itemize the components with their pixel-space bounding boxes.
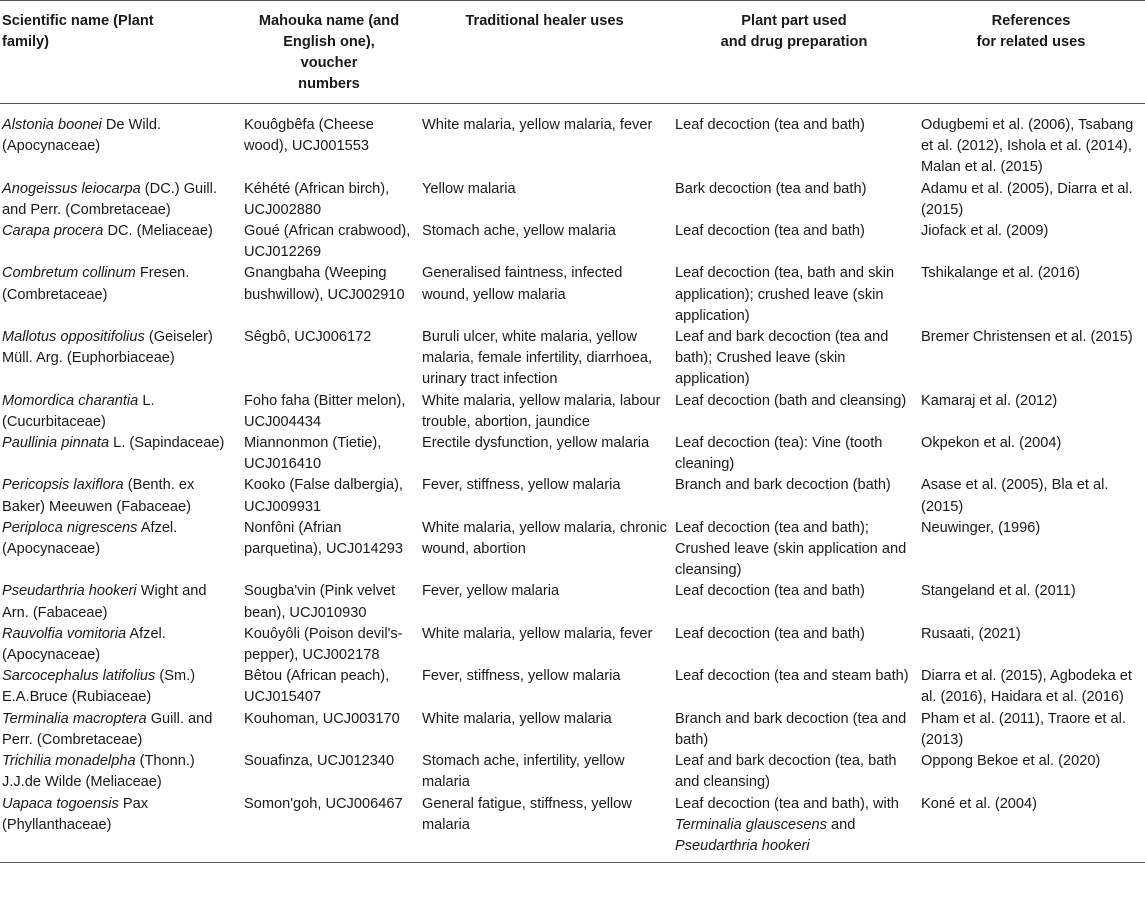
cell-scientific-name: [0, 581, 240, 623]
cell-references: Jiofack et al. (2009): [921, 223, 1049, 240]
table-row: [0, 794, 1145, 863]
cell-mahouka-name: Nonfôni (Afrian parquetina), UCJ014293: [244, 519, 404, 558]
table-header: [0, 1, 1145, 104]
cell-scientific-name: [0, 391, 240, 433]
cell-plant-part: [671, 794, 917, 863]
table-row: [0, 751, 1145, 793]
cell-mahouka-name: Kéhété (African birch), UCJ002880: [244, 180, 390, 218]
cell-mahouka-name: Bêtou (African peach), UCJ015407: [244, 668, 390, 706]
species-name: Paullinia pinnata: [2, 435, 110, 452]
species-name: Terminalia macroptera: [2, 710, 147, 727]
cell-healer-uses: Fever, stiffness, yellow malaria: [422, 477, 621, 494]
species-name: Rauvolfia vomitoria: [2, 625, 127, 642]
cell-scientific-name: [0, 263, 240, 327]
authority-family: De Wild. (Apocynaceae): [2, 117, 162, 155]
cell-plant-part: Leaf decoction (tea): Vine (tooth cleaning): [675, 435, 883, 473]
table-row: [0, 433, 1145, 475]
table-row: [0, 581, 1145, 623]
species-name: Terminalia glauscesens: [675, 816, 827, 833]
cell-references: Stangeland et al. (2011): [921, 583, 1076, 600]
cell-plant-part: Leaf decoction (bath and cleansing): [675, 392, 907, 409]
cell-plant-part: Leaf decoction (tea and steam bath): [675, 668, 909, 685]
cell-plant-part: Branch and bark decoction (tea and bath): [675, 710, 907, 748]
cell-scientific-name: [0, 475, 240, 517]
cell-plant-part: Leaf decoction (tea and bath); Crushed leave (skin application and cleansing): [675, 519, 907, 579]
authority-family: L. (Sapindaceae): [109, 435, 225, 452]
cell-healer-uses: White malaria, yellow malaria, fever: [422, 117, 653, 133]
cell-mahouka-name: Miannonmon (Tietie), UCJ016410: [244, 435, 382, 473]
cell-references: Koné et al. (2004): [921, 795, 1038, 812]
cell-scientific-name: [0, 518, 240, 582]
cell-references: Kamaraj et al. (2012): [921, 392, 1058, 409]
cell-mahouka-name: Sêgbô, UCJ006172: [244, 329, 372, 346]
cell-mahouka-name: Souafinza, UCJ012340: [244, 753, 395, 770]
table-row: [0, 709, 1145, 751]
cell-healer-uses: Stomach ache, yellow malaria: [422, 223, 616, 240]
cell-scientific-name: [0, 666, 240, 708]
cell-references: Bremer Christensen et al. (2015): [921, 329, 1133, 346]
table-row: [0, 263, 1145, 327]
header-plant-part: Plant part used and drug preparation: [720, 13, 868, 50]
species-name: Pseudarthria hookeri: [675, 837, 810, 854]
table-row: [0, 666, 1145, 708]
table-row: [0, 391, 1145, 433]
cell-mahouka-name: Kouôgbêfa (Cheese wood), UCJ001553: [244, 117, 374, 155]
authority-family: Guill. and Perr. (Combretaceae): [2, 710, 213, 748]
cell-references: Adamu et al. (2005), Diarra et al. (2015): [921, 180, 1133, 218]
species-name: Momordica charantia: [2, 392, 139, 409]
cell-healer-uses: White malaria, yellow malaria: [422, 710, 612, 727]
cell-scientific-name: [0, 751, 240, 793]
cell-healer-uses: White malaria, yellow malaria, labour trouble, abortion, jaundice: [422, 392, 661, 430]
authority-family: (DC.) Guill. and Perr. (Combretaceae): [2, 180, 217, 218]
table-row: [0, 518, 1145, 582]
authority-family: Afzel. (Apocynaceae): [2, 519, 178, 558]
cell-scientific-name: [0, 794, 240, 863]
cell-healer-uses: Yellow malaria: [422, 180, 516, 197]
cell-plant-part: Leaf decoction (tea, bath and skin application); crushed leave (skin application): [675, 265, 895, 324]
cell-plant-part: Bark decoction (tea and bath): [675, 180, 867, 197]
authority-family: Pax (Phyllanthaceae): [2, 795, 149, 833]
authority-family: DC. (Meliaceae): [103, 223, 213, 240]
prep-text: Leaf decoction (tea and bath), with: [675, 795, 899, 812]
authority-family: (Geiseler) Müll. Arg. (Euphorbiaceae): [2, 329, 213, 367]
cell-scientific-name: [0, 104, 240, 179]
cell-references: Pham et al. (2011), Traore et al. (2013): [921, 710, 1126, 748]
cell-plant-part: Leaf decoction (tea and bath): [675, 117, 865, 133]
cell-healer-uses: Erectile dysfunction, yellow malaria: [422, 435, 650, 452]
authority-family: Wight and Arn. (Fabaceae): [2, 583, 207, 621]
species-name: Mallotus oppositifolius: [2, 329, 145, 346]
cell-plant-part: Branch and bark decoction (bath): [675, 477, 891, 494]
cell-healer-uses: Fever, stiffness, yellow malaria: [422, 668, 621, 685]
cell-mahouka-name: Goué (African crabwood), UCJ012269: [244, 223, 411, 261]
species-name: Anogeissus leiocarpa: [2, 180, 141, 197]
authority-family: Afzel. (Apocynaceae): [2, 625, 166, 664]
authority-family: Fresen. (Combretaceae): [2, 265, 190, 303]
cell-mahouka-name: Kouôyôli (Poison devil's-pepper), UCJ002178: [244, 625, 403, 664]
cell-mahouka-name: Foho faha (Bitter melon), UCJ004434: [244, 392, 406, 430]
cell-mahouka-name: Kouhoman, UCJ003170: [244, 710, 400, 727]
cell-references: Odugbemi et al. (2006), Tsabang et al. (2012), Ishola et al. (2014), Malan et al. (2015): [921, 117, 1134, 176]
table-row: [0, 475, 1145, 517]
cell-healer-uses: White malaria, yellow malaria, chronic wound, abortion: [422, 519, 667, 558]
table-row: [0, 221, 1145, 263]
species-name: Alstonia boonei: [2, 117, 102, 133]
table-row: [0, 179, 1145, 221]
cell-plant-part: Leaf decoction (tea and bath): [675, 625, 865, 642]
cell-references: Neuwinger, (1996): [921, 519, 1041, 536]
authority-family: L. (Cucurbitaceae): [2, 392, 155, 430]
header-healer-uses: Traditional healer uses: [465, 13, 624, 29]
cell-references: Diarra et al. (2015), Agbodeka et al. (2016), Haidara et al. (2016): [921, 668, 1132, 706]
cell-references: Rusaati, (2021): [921, 625, 1021, 642]
cell-scientific-name: [0, 433, 240, 475]
species-name: Pericopsis laxiflora: [2, 477, 124, 494]
cell-healer-uses: Stomach ache, infertility, yellow malaria: [422, 753, 625, 791]
cell-scientific-name: [0, 221, 240, 263]
species-name: Carapa procera: [2, 223, 104, 240]
cell-plant-part: Leaf decoction (tea and bath): [675, 223, 865, 240]
cell-plant-part: Leaf decoction (tea and bath): [675, 583, 865, 600]
header-mahouka-name: Mahouka name (and English one), voucher numbers: [258, 13, 400, 92]
species-name: Periploca nigrescens: [2, 519, 138, 536]
species-name: Trichilia monadelpha: [2, 753, 136, 770]
header-references: References for related uses: [976, 13, 1086, 50]
header-scientific-name: Scientific name (Plant family): [2, 13, 154, 50]
authority-family: (Sm.) E.A.Bruce (Rubiaceae): [2, 668, 196, 706]
authority-family: (Thonn.) J.J.de Wilde (Meliaceae): [2, 753, 195, 791]
cell-references: Okpekon et al. (2004): [921, 435, 1062, 452]
table-row: [0, 327, 1145, 391]
prep-text: and: [826, 816, 856, 833]
cell-healer-uses: Fever, yellow malaria: [422, 583, 560, 600]
species-name: Combretum collinum: [2, 265, 136, 282]
cell-scientific-name: [0, 179, 240, 221]
cell-scientific-name: [0, 709, 240, 751]
table-body: [0, 104, 1145, 863]
cell-references: Tshikalange et al. (2016): [921, 265, 1081, 282]
authority-family: (Benth. ex Baker) Meeuwen (Fabaceae): [2, 477, 195, 515]
cell-healer-uses: General fatigue, stiffness, yellow malaria: [422, 795, 632, 833]
cell-mahouka-name: Somon'goh, UCJ006467: [244, 795, 403, 812]
cell-scientific-name: [0, 327, 240, 391]
cell-references: Oppong Bekoe et al. (2020): [921, 753, 1101, 770]
species-name: Pseudarthria hookeri: [2, 583, 137, 600]
species-name: Uapaca togoensis: [2, 795, 119, 812]
cell-mahouka-name: Kooko (False dalbergia), UCJ009931: [244, 477, 403, 515]
cell-healer-uses: White malaria, yellow malaria, fever: [422, 625, 653, 642]
table-row: [0, 624, 1145, 666]
cell-healer-uses: Buruli ulcer, white malaria, yellow malaria, female infertility, diarrhoea, urinary tract infection: [422, 329, 653, 388]
species-name: Sarcocephalus latifolius: [2, 668, 156, 685]
cell-mahouka-name: Sougba'vin (Pink velvet bean), UCJ010930: [244, 583, 396, 621]
cell-plant-part: Leaf and bark decoction (tea and bath); Crushed leave (skin application): [675, 329, 889, 388]
cell-references: Asase et al. (2005), Bla et al. (2015): [921, 477, 1109, 515]
cell-scientific-name: [0, 624, 240, 666]
cell-mahouka-name: Gnangbaha (Weeping bushwillow), UCJ002910: [244, 265, 405, 303]
table-row: [0, 104, 1145, 179]
cell-healer-uses: Generalised faintness, infected wound, yellow malaria: [422, 265, 623, 303]
cell-plant-part: Leaf and bark decoction (tea, bath and cleansing): [675, 753, 897, 791]
